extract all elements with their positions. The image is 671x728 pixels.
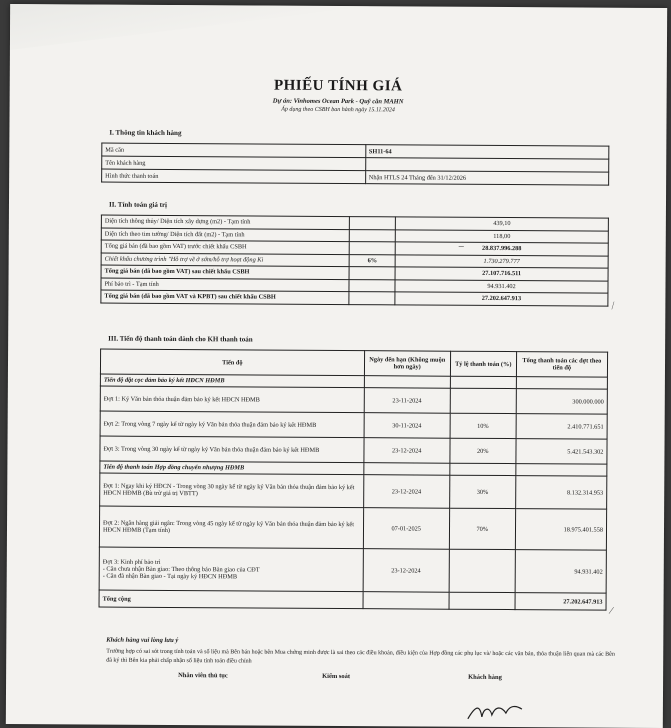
pen-mark: ⁄: [610, 300, 616, 312]
empty-cell: [364, 376, 450, 389]
row-date: 07-01-2025: [363, 508, 449, 550]
row-pct: [449, 549, 515, 592]
empty-cell: [449, 592, 515, 609]
row-label: Đợt 1: Ký Văn bản thỏa thuận đảm bảo ký kết HĐCN HĐMB: [100, 386, 364, 413]
pen-mark: –: [458, 240, 464, 252]
row-amount: 8.132.314.953: [515, 476, 606, 510]
row-label: Phí bảo trì - Tạm tính: [101, 278, 349, 292]
table-row: [101, 290, 608, 306]
section2-heading: II. Tính toán giá trị: [108, 200, 168, 209]
empty-cell: [363, 592, 449, 610]
col-header: Tỷ lệ thanh toán (%): [450, 351, 516, 376]
col-header: Tiến độ: [100, 349, 364, 376]
row-date: 30-11-2024: [364, 413, 450, 439]
empty-cell: [450, 463, 516, 475]
row-amount: 5.421.543.302: [516, 439, 607, 465]
row-amount: 2.410.771.651: [516, 414, 607, 440]
row-label: Diện tích thông thủy/ Diện tích xây dựng (m2) - Tạm tính: [101, 215, 349, 229]
row-pct: [349, 267, 395, 280]
row-amount: 18.975.401.558: [515, 509, 607, 551]
row-pct: [349, 292, 395, 305]
table-row: [100, 386, 607, 414]
row-label: Hình thức thanh toán: [102, 169, 366, 184]
page-title: PHIẾU TÍNH GIÁ: [273, 77, 403, 95]
row-amount: 300.000.000: [516, 389, 607, 415]
sig-control: Kiểm soát: [322, 672, 351, 681]
total-amount: 27.202.647.913: [515, 593, 606, 611]
table-header-row: [100, 349, 607, 377]
row-pct: 10%: [450, 413, 516, 438]
col-header: Tổng thanh toán các đợt theo tiến độ: [516, 352, 607, 378]
row-pct: 20%: [450, 438, 516, 463]
section3-heading: III. Tiến độ thanh toán dành cho KH thanh toán: [108, 334, 253, 344]
total-row: [99, 590, 606, 610]
pen-mark: ⁄: [610, 605, 613, 617]
row-label: Tổng giá bán (đã bao gồm VAT) sau chiết khấu CSBH: [101, 265, 349, 279]
table-row: [99, 547, 606, 593]
empty-cell: [516, 377, 607, 390]
row-label: Diện tích theo tim tường/ Diện tích đất (m2) - Tạm tính: [101, 228, 349, 242]
sig-staff: Nhân viên thủ tục: [178, 672, 228, 680]
group-label: Tiến độ thanh toán Hợp đồng chuyển nhượng HĐMB: [100, 461, 364, 475]
row-label: Đợt 3: Trong vòng 30 ngày kể từ ngày ký Văn bản thỏa thuận đảm bảo ký kết HĐMB: [100, 436, 364, 463]
row-pct: 6%: [350, 254, 396, 267]
row-pct: 30%: [449, 475, 515, 508]
row-pct: 70%: [449, 508, 515, 549]
row-label: Đợt 2: Ngân hàng giải ngân: Trong vòng 45 ngày kể từ ngày ký Văn bản thỏa thuận đảm bảo ký kết HĐCN HĐMB (Tạm tính): [99, 506, 363, 549]
table-row: [100, 436, 607, 464]
document-page: [6, 4, 667, 728]
table-row: [99, 506, 606, 550]
payment-schedule-table: [99, 349, 609, 611]
row-label: Tổng giá bán (đã bao gồm VAT và KPBT) sau chiết khấu CSBH: [101, 290, 349, 304]
notes-heading: Khách hàng vui lòng lưu ý: [106, 636, 179, 645]
row-pct: [350, 217, 396, 230]
row-pct: [349, 279, 395, 292]
row-pct: [450, 388, 516, 413]
payment-method: Nhận HTLS 24 Tháng đến 31/12/2026: [365, 171, 608, 185]
customer-signature: [466, 701, 526, 723]
row-label: Tổng giá bán (đã bao gồm VAT) trước chiết khấu CSBH: [101, 240, 349, 254]
project-subtitle: Dự án: Vinhomes Ocean Park - Quỹ căn MAHN: [272, 97, 404, 106]
row-date: 23-12-2024: [363, 549, 449, 593]
row-value: 27.202.647.913: [395, 292, 608, 306]
row-value: 439,10: [395, 217, 608, 231]
row-pct: [350, 242, 396, 255]
notes-text: Trường hợp có sai sót trong tính toán và số liệu mà Bên bán hoặc bên Mua chứng minh được là sai theo các điều khoản, điều kiện của Hợp đồng các phụ lục và/ hoặc các văn bản, thỏa thuận liên quan mà các Bên đã ký thì Bên kia phải chấp nhận số liệu tính toán điều chỉnh: [106, 648, 615, 664]
row-amount: 94.931.402: [515, 550, 607, 594]
table-row: [100, 411, 607, 439]
section1-heading: I. Thông tin khách hàng: [109, 128, 182, 138]
table-row: [100, 473, 607, 509]
policy-subtitle: Áp dụng theo CSBH ban hành ngày 15.11.2024: [281, 106, 395, 114]
row-date: 23-12-2024: [364, 438, 450, 464]
row-pct: [350, 229, 396, 242]
empty-cell: [363, 463, 449, 476]
row-label: Đợt 2: Trong vòng 7 ngày kể từ ngày ký Văn bản thỏa thuận đảm bảo ký kết HĐMB: [100, 411, 364, 438]
col-header: Ngày đến hạn (Không muộn hơn ngày): [364, 351, 450, 377]
row-value: 27.107.716.511: [395, 267, 608, 281]
row-label: Chiết khấu chương trình "Hỗ trợ về ở sớm/hỗ trợ hoạt động Ki: [101, 253, 349, 267]
empty-cell: [450, 376, 516, 388]
row-value: 1.730.279.777: [395, 254, 608, 268]
row-label: Mã căn: [102, 143, 366, 158]
sig-customer: Khách hàng: [468, 673, 502, 682]
page-fold: [10, 4, 370, 52]
row-date: 23-12-2024: [363, 475, 449, 509]
row-value: 118,00: [395, 229, 608, 243]
row-date: 23-11-2024: [364, 388, 450, 414]
group-label: Tiến độ đặt cọc đảm bảo ký kết HĐCN HĐMB: [100, 374, 364, 388]
row-value: 94.931.402: [395, 279, 608, 293]
empty-cell: [516, 464, 607, 477]
row-label: Đợt 1: Ngay khi ký HĐCN - Trong vòng 30 ngày kể từ ngày ký Văn bản thỏa thuận đảm bảo ký kết HĐCN HĐMB (Bù trừ giá trị VBTT): [100, 473, 364, 508]
unit-code: SH11-64: [365, 145, 608, 159]
row-label: Đợt 3: Kinh phí bảo trì - Căn chưa nhận Bàn giao: Theo thông báo Bàn giao của CĐT - Căn đã nhận Bàn giao - Tại ngày ký HĐCN HĐMB: [99, 547, 363, 592]
total-label: Tổng cộng: [99, 590, 363, 609]
table-row: [102, 169, 609, 185]
row-value: 28.837.996.288: [395, 242, 608, 256]
price-calc-table: [100, 215, 609, 307]
customer-info-table: [101, 143, 609, 186]
row-label: Tên khách hàng: [102, 156, 366, 171]
